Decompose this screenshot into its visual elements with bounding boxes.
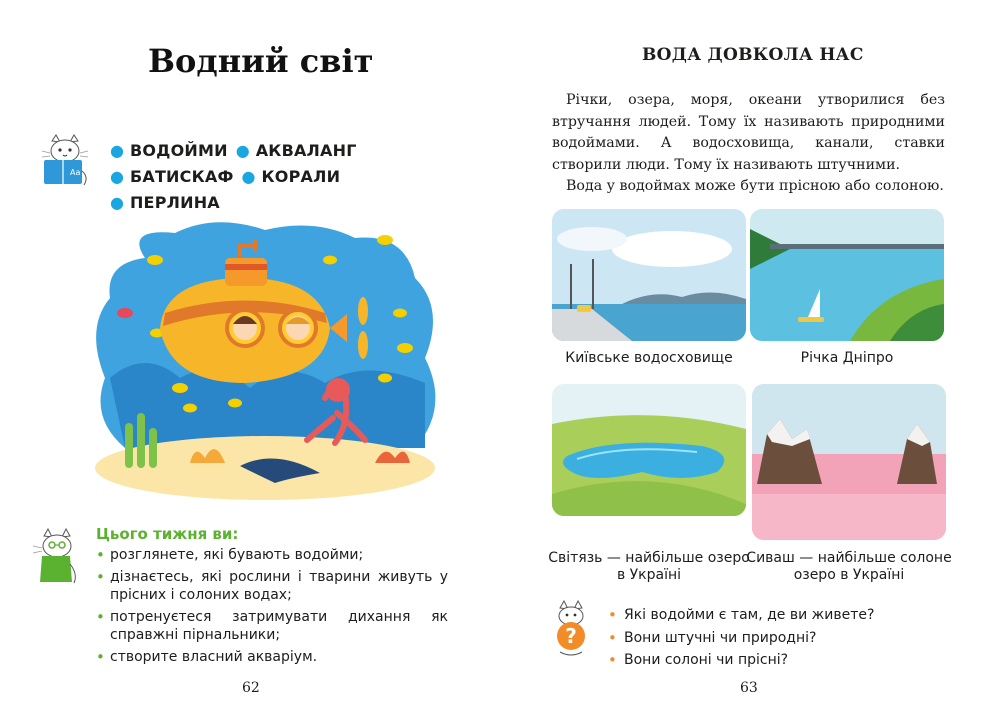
question-mark-text: ? bbox=[565, 624, 577, 648]
list-item: • розглянете, які бувають водойми; bbox=[96, 546, 448, 564]
vocab-word: КОРАЛИ bbox=[261, 167, 341, 186]
list-item: • Вони штучні чи природні? bbox=[608, 627, 874, 650]
section-title: ВОДА ДОВКОЛА НАС bbox=[642, 45, 864, 65]
paragraph: Річки, озера, моря, океани утворилися без втручання людей. Тому їх називають природними водоймами. А водосховища, канали, ставки створили люди. Тому їх називають штучними. bbox=[552, 92, 945, 173]
photo-caption: Світязь — найбільше озеро в Україні bbox=[548, 550, 750, 583]
right-page bbox=[500, 0, 1000, 721]
list-item: • дізнаєтесь, які рослини і тварини живуть у прісних і солоних водах; bbox=[96, 568, 448, 604]
book-letters-text: Aa bbox=[70, 168, 81, 177]
list-item: • Вони солоні чи прісні? bbox=[608, 649, 874, 672]
cat-magnifier-icon bbox=[30, 528, 86, 586]
cat-reading-icon bbox=[40, 133, 90, 191]
vocab-word: АКВАЛАНГ bbox=[255, 141, 357, 160]
page-title: Водний світ bbox=[148, 42, 374, 80]
list-item: • потренуєтеся затримувати дихання як справжні пірнальники; bbox=[96, 608, 448, 644]
paragraph: Вода у водоймах може бути прісною або солоною. bbox=[566, 178, 944, 194]
vocabulary-list: ● ВОДОЙМИ ● АКВАЛАНГ ● БАТИСКАФ ● КОРАЛИ ● ПЕРЛИНА bbox=[110, 141, 357, 212]
list-item: • створите власний акваріум. bbox=[96, 648, 448, 666]
intro-text bbox=[552, 90, 945, 198]
photo-kyiv-reservoir bbox=[552, 209, 746, 341]
page-number: 62 bbox=[242, 680, 260, 696]
photo-dnipro-river bbox=[750, 209, 944, 341]
photo-svitiaz-lake bbox=[552, 384, 746, 516]
vocab-word: ВОДОЙМИ bbox=[129, 141, 228, 160]
week-goals-title: Цього тижня ви: bbox=[96, 525, 239, 543]
photo-caption: Річка Дніпро bbox=[800, 350, 894, 366]
photo-caption: Сиваш — найбільше солоне озеро в Україні bbox=[746, 550, 952, 583]
list-item: • Які водойми є там, де ви живете? bbox=[608, 604, 874, 627]
week-goals-list bbox=[96, 546, 448, 670]
questions-list bbox=[608, 604, 874, 672]
submarine-illustration bbox=[85, 218, 450, 508]
question-mark-icon bbox=[550, 600, 592, 658]
page-number: 63 bbox=[740, 680, 758, 696]
vocab-word: ПЕРЛИНА bbox=[129, 193, 220, 212]
vocab-word: БАТИСКАФ bbox=[129, 167, 234, 186]
photo-caption: Київське водосховище bbox=[565, 350, 733, 366]
photo-syvash-lake bbox=[752, 384, 946, 540]
